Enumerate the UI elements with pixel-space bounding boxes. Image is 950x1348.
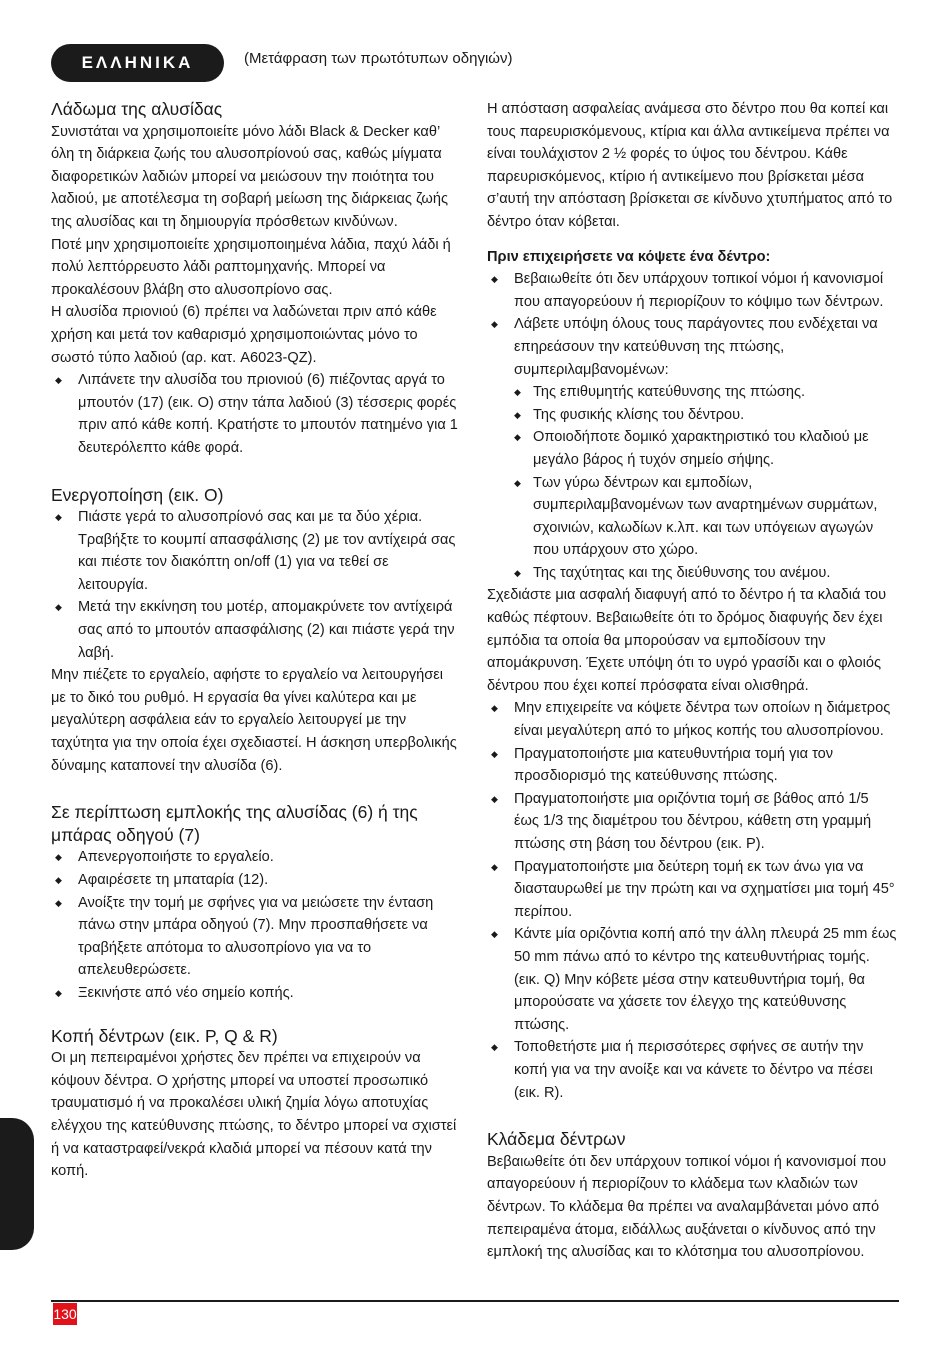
list-item: ◆ Απενεργοποιήστε το εργαλείο.: [51, 846, 461, 869]
paragraph: Οι μη πεπειραμένοι χρήστες δεν πρέπει να επιχειρούν να κόψουν δέντρα. Ο χρήστης μπορεί να υποστεί προσωπικό τραυματισμό ή να προκαλέσει υλική ζημία λόγω αποτυχίας ελέγχου της κατεύθυνσης πτώσης, το δέντρο μπορεί να σχιστεί ή να καταστραφεί/νεκρά κλαδιά μπορεί να πέσουν κατά την κοπή.: [51, 1050, 457, 1180]
section-title-felling-trees: Κοπή δέντρων (εικ. P, Q & R): [51, 1025, 278, 1046]
paragraph: Μην πιέζετε το εργαλείο, αφήστε το εργαλείο να λειτουργήσει με το δικό του ρυθμό. Η εργασία θα γίνει καλύτερα και με μεγαλύτερη ασφάλεια εάν το εργαλείο λειτουργεί με την ταχύτητα για την οποία έχει σχεδιαστεί. Η άσκηση υπερβολικής δύναμης καταπονεί την αλυσίδα (6).: [51, 667, 457, 774]
list-item: ◆ Της επιθυμητής κατεύθυνσης της πτώσης.: [487, 381, 897, 404]
list-item: ◆ Λάβετε υπόψη όλους τους παράγοντες που ενδέχεται να επηρεάσουν την κατεύθυνση της πτώσης, συμπεριλαμβανομένων:: [487, 313, 897, 381]
list-item: ◆ Πιάστε γερά το αλυσοπρίονό σας και με τα δύο χέρια. Τραβήξτε το κουμπί απασφάλισης (2) με τον αντίχειρά σας και πιέστε τον διακόπτη on/off (1) για να τεθεί σε λειτουργία.: [51, 506, 461, 596]
list-item: ◆ Πραγματοποιήστε μια κατευθυντήρια τομή για τον προσδιορισμό της κατεύθυνσης πτώσης.: [487, 743, 897, 788]
bullet-list: [51, 369, 461, 459]
list-item: ◆ Της ταχύτητας και της διεύθυνσης του ανέμου.: [487, 562, 897, 585]
list-item: ◆ Αφαιρέσετε τη μπαταρία (12).: [51, 869, 461, 892]
section-title-chain-jam: Σε περίπτωση εμπλοκής της αλυσίδας (6) ή της μπάρας οδηγού (7): [51, 802, 418, 845]
list-item: ◆ Πραγματοποιήστε μια οριζόντια τομή σε βάθος από 1/5 έως 1/3 της διαμέτρου του δέντρου, κάθετη στη γραμμή πτώσης στη βάση του δέντρου (εικ. P).: [487, 788, 897, 856]
language-badge: ΕΛΛΗΝΙΚΑ: [51, 44, 224, 82]
bullet-list: [51, 846, 461, 1004]
section-title-switching-on: Ενεργοποίηση (εικ. O): [51, 484, 224, 505]
section-title-pruning: Κλάδεμα δέντρων: [487, 1129, 626, 1150]
paragraph: Βεβαιωθείτε ότι δεν υπάρχουν τοπικοί νόμοι ή κανονισμοί που απαγορεύουν ή περιορίζουν το κλάδεμα των κλαδιών των δέντρων. Το κλάδεμα θα πρέπει να αναλαμβάνεται μόνο από πεπειραμένα άτομα, ειδάλλως αυξάνεται ο κίνδυνος από την εμπλοκή της αλυσίδας και το κλότσημα του αλυσοπρίονου.: [487, 1153, 887, 1261]
list-item: ◆ Βεβαιωθείτε ότι δεν υπάρχουν τοπικοί νόμοι ή κανονισμοί που απαγορεύουν ή περιορίζουν το κόψιμο των δέντρων.: [487, 268, 897, 313]
right-column: [487, 98, 897, 1264]
list-item: ◆ Οποιοδήποτε δομικό χαρακτηριστικό του κλαδιού με μεγάλο βάρος ή τυχόν σημείο σήψης.: [487, 426, 897, 471]
sub-bullet-list: [487, 381, 897, 584]
list-item: ◆ Τοποθετήστε μια ή περισσότερες σφήνες σε αυτήν την κοπή για να την ανοίξε και να κάνετε το δέντρο να πέσει (εικ. R).: [487, 1036, 897, 1104]
list-item: ◆ Της φυσικής κλίσης του δέντρου.: [487, 404, 897, 427]
list-item: ◆ Κάντε μία οριζόντια κοπή από την άλλη πλευρά 25 mm έως 50 mm πάνω από το κέντρο της κατευθυντήριας τομής. (εικ. Q) Μην κόβετε μέσα στην κατευθυντήρια τομή, θα μπορούσατε να χάσετε τον έλεγχο της κατεύθυνσης πτώσης.: [487, 923, 897, 1036]
left-column: [51, 98, 461, 1183]
list-item: ◆ Πραγματοποιήστε μια δεύτερη τομή εκ των άνω για να διασταυρωθεί με την πρώτη και να σχηματίσει μια τομή 45° περίπου.: [487, 856, 897, 924]
list-item: ◆ Ξεκινήστε από νέο σημείο κοπής.: [51, 982, 461, 1005]
paragraph: Η απόσταση ασφαλείας ανάμεσα στο δέντρο που θα κοπεί και τους παρευρισκόμενους, κτίρια και άλλα αντικείμενα πρέπει να είναι τουλάχιστον 2 ½ φορές το ύψος του δέντρου. Κάθε παρευρισκόμενος, κτίριο ή αντικείμενο που βρίσκεται μέσα σ’αυτή την απόσταση βρίσκεται σε κίνδυνο χτυπήματος από το δέντρο όταν κόβεται.: [487, 101, 893, 230]
page-number: 130: [53, 1303, 77, 1325]
subheading-before-felling: Πριν επιχειρήσετε να κόψετε ένα δέντρο:: [487, 248, 771, 265]
section-title-chain-lubrication: Λάδωμα της αλυσίδας: [51, 99, 223, 119]
list-item: ◆ Μην επιχειρείτε να κόψετε δέντρα των οποίων η διάμετρος είναι μεγαλύτερη από το μήκος κοπής του αλυσοπρίονου.: [487, 697, 897, 742]
list-item: ◆ Μετά την εκκίνηση του μοτέρ, απομακρύνετε τον αντίχειρά σας από το μπουτόν απασφάλισης (2) και πιάστε γερά την λαβή.: [51, 596, 461, 664]
paragraph: Η αλυσίδα πριονιού (6) πρέπει να λαδώνεται πριν από κάθε χρήση και μετά τον καθαρισμό χρησιμοποιώντας μόνο το σωστό τύπο λαδιού (αρ. κατ. A6023-QZ).: [51, 304, 437, 366]
list-item: ◆ Ανοίξτε την τομή με σφήνες για να μειώσετε την ένταση πάνω στην μπάρα οδηγού (7). Μην προσπαθήσετε να τραβήξετε απότομα το αλυσοπρίονο για να το απελευθερώσετε.: [51, 892, 461, 982]
paragraph: Συνιστάται να χρησιμοποιείτε μόνο λάδι Black & Decker καθ’ όλη τη διάρκεια ζωής του αλυσοπρίονού σας, καθώς μίγματα διαφορετικών λαδιών μπορεί να μειώσουν την ποιότητα του λαδιού, με αποτέλεσμα τη σοβαρή μείωση της διάρκειας ζωής της αλυσίδας και τη δημιουργία πρόσθετων κινδύνων.: [51, 123, 448, 230]
list-item: ◆ Των γύρω δέντρων και εμποδίων, συμπεριλαμβανομένων των αναρτημένων συρμάτων, σχοινιών, καλωδίων κ.λπ. και των υπόγειων αγωγών που υπάρχουν στο χώρο.: [487, 472, 897, 562]
bullet-list: [487, 697, 897, 1104]
list-item: ◆ Λιπάνετε την αλυσίδα του πριονιού (6) πιέζοντας αργά το μπουτόν (17) (εικ. O) στην τάπα λαδιού (3) τέσσερις φορές πριν από κάθε κοπή. Κρατήστε το μπουτόν πατημένο για 1 δευτερόλεπτο κάθε φορά.: [51, 369, 461, 459]
footer-divider: [51, 1300, 899, 1302]
bullet-list: [487, 268, 897, 381]
translation-note: (Μετάφραση των πρωτότυπων οδηγιών): [244, 50, 513, 67]
side-thumb-tab: [0, 1118, 34, 1250]
paragraph: Ποτέ μην χρησιμοποιείτε χρησιμοποιημένα λάδια, παχύ λάδι ή πολύ λεπτόρρευστο λάδι ραπτομηχανής. Μπορεί να προκαλέσουν βλάβη στο αλυσοπρίονο σας.: [51, 236, 451, 298]
paragraph: Σχεδιάστε μια ασφαλή διαφυγή από το δέντρο ή τα κλαδιά του καθώς πέφτουν. Βεβαιωθείτε ότι το δρόμος διαφυγής δεν έχει εμπόδια τα οποία θα μπορούσαν να εμποδίσουν την απομάκρυνση. Έχετε υπόψη ότι το υγρό γρασίδι και ο φλοιός δέντρου που έχει κοπεί πρόσφατα είναι ολισθηρά.: [487, 587, 887, 694]
bullet-list: [51, 506, 461, 664]
